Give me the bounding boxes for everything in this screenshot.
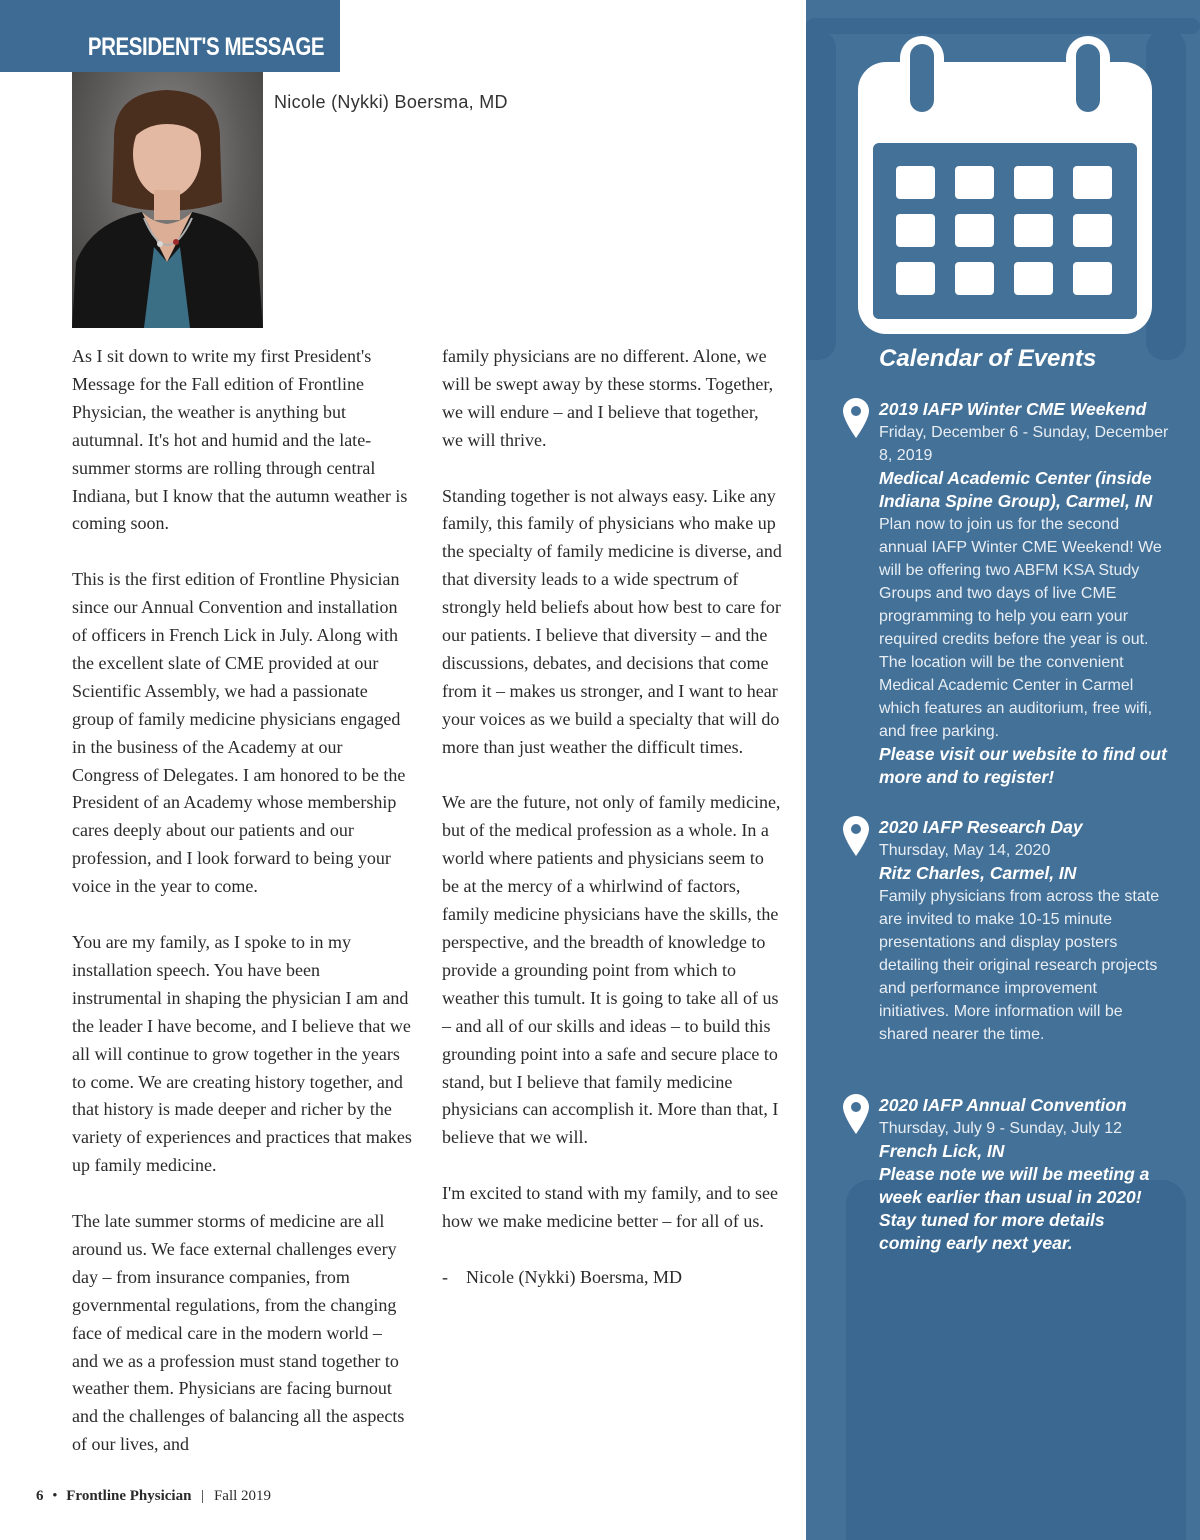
paragraph: We are the future, not only of family medicine, but of the medical profession as a whole. In a world where patients and physicians seem to be at the mercy of a whirlwind of factors, family medicine physicians have the skills, the perspective, and the breadth of knowledge to provide a grounding point from which to weather this tumult. It is going to take all of us – and all of our skills and ideas – to build this grounding point into a safe and secure place to stand, but I believe that family medicine physicians can accomplish it. More than that, I believe that we will. <box>442 792 781 1148</box>
footer-separator: | <box>201 1488 205 1504</box>
paragraph: You are my family, as I spoke to in my installation speech. You have been instrumental in shaping the physician I am and the leader I have become, and I believe that we all will continue to grow together in the years to come. We are creating history together, and that history is made deeper and richer by the variety of experiences and practices that makes up family medicine. <box>72 932 412 1176</box>
author-portrait-icon <box>72 72 263 328</box>
calendar-title: Calendar of Events <box>879 345 1097 372</box>
issue-label: Fall 2019 <box>213 1488 272 1504</box>
background-calendar-shape <box>806 18 1200 34</box>
page-number: 6 <box>36 1488 44 1504</box>
section-header-bar <box>0 0 340 72</box>
event-date: Thursday, May 14, 2020 <box>879 842 1051 859</box>
background-calendar-tile <box>888 1325 946 1383</box>
location-pin-icon <box>843 1094 869 1134</box>
event-item <box>879 398 1169 789</box>
calendar-sidebar <box>806 0 1200 1540</box>
background-calendar-tile <box>1052 1325 1110 1383</box>
event-title: 2020 IAFP Annual Convention <box>879 1095 1127 1115</box>
paragraph: Standing together is not always easy. Like any family, this family of physicians who make up the specialty of family medicine is diverse, and that diversity leads to a wide spectrum of strongly held beliefs about how best to care for our patients. I believe that diversity – and the discussions, debates, and decisions that come from it – makes us stronger, and I want to hear your voices as we build a specialty that will do more than just weather the difficult times. <box>442 485 782 757</box>
background-calendar-tile <box>888 1410 946 1468</box>
event-note: Please visit our website to find out more and to register! <box>879 744 1167 787</box>
event-venue: Ritz Charles, Carmel, IN <box>879 863 1077 883</box>
background-calendar-tile <box>1052 1410 1110 1468</box>
background-calendar-tile <box>1052 1495 1110 1540</box>
page-footer <box>36 1488 271 1505</box>
event-description: Family physicians from across the state are invited to make 10-15 minute presentations and display posters detailing their original research projects and performance improvement initiatives. More information will be shared nearer the time. <box>879 888 1160 1043</box>
event-description: Plan now to join us for the second annual IAFP Winter CME Weekend! We will be offering two ABFM KSA Study Groups and two days of live CME programming to help you earn your required credits before the year is out. The location will be the convenient Medical Academic Center in Carmel which features an auditorium, free wifi, and free parking. <box>879 516 1162 740</box>
event-venue: French Lick, IN <box>879 1141 1005 1161</box>
author-name: Nicole (Nykki) Boersma, MD <box>274 92 508 112</box>
background-calendar-tile <box>806 60 834 118</box>
event-date: Thursday, July 9 - Sunday, July 12 <box>879 1120 1123 1137</box>
event-date: Friday, December 6 - Sunday, December 8, 2019 <box>879 424 1169 464</box>
publication-name: Frontline Physician <box>66 1488 192 1504</box>
paragraph: As I sit down to write my first President's Message for the Fall edition of Frontline Physician, the weather is anything but autumnal. It's hot and humid and the late-summer storms are rolling through central Indiana, but I know that the autumn weather is coming soon. <box>72 346 408 534</box>
author-photo <box>72 72 263 328</box>
paragraph: This is the first edition of Frontline Physician since our Annual Convention and installation of officers in French Lick in July. Along with the excellent slate of CME provided at our Scientific Assembly, we had a passionate group of family medicine physicians engaged in the business of the Academy at our Congress of Delegates. I am honored to be the President of an Academy whose membership cares deeply about our patients and our profession, and I look forward to being your voice in the year to come. <box>72 569 406 897</box>
background-calendar-tile <box>888 1495 946 1540</box>
paragraph: The late summer storms of medicine are all around us. We face external challenges every day – from insurance companies, from governmental regulations, from the changing face of medical care in the modern world – and we as a profession must stand together to weather them. Physicians are facing burnout and the challenges of balancing all the aspects of our lives, and <box>72 1211 405 1455</box>
signature: - Nicole (Nykki) Boersma, MD <box>442 1266 682 1287</box>
calendar-icon <box>858 36 1152 336</box>
paragraph: family physicians are no different. Alone, we will be swept away by these storms. Together, we will endure – and I believe that together, we will thrive. <box>442 346 774 450</box>
background-calendar-shape <box>1146 30 1186 360</box>
section-title: PRESIDENT'S MESSAGE <box>87 33 324 61</box>
event-item <box>879 1094 1169 1255</box>
event-title: 2019 IAFP Winter CME Weekend <box>879 399 1147 419</box>
background-calendar-tile <box>806 240 834 298</box>
background-calendar-tile <box>970 1325 1028 1383</box>
event-item <box>879 816 1169 1046</box>
article-column-2 <box>442 343 782 1320</box>
background-calendar-tile <box>806 150 834 208</box>
article-column-1 <box>72 343 412 1487</box>
event-venue: Medical Academic Center (inside Indiana Spine Group), Carmel, IN <box>879 468 1153 511</box>
paragraph: I'm excited to stand with my family, and to see how we make medicine better – for all of us. <box>442 1183 778 1232</box>
event-title: 2020 IAFP Research Day <box>879 817 1083 837</box>
event-note: Please note we will be meeting a week earlier than usual in 2020! Stay tuned for more details coming early next year. <box>879 1164 1150 1253</box>
background-calendar-tile <box>970 1495 1028 1540</box>
location-pin-icon <box>843 398 869 438</box>
background-calendar-tile <box>970 1410 1028 1468</box>
location-pin-icon <box>843 816 869 856</box>
footer-bullet: • <box>52 1488 58 1504</box>
